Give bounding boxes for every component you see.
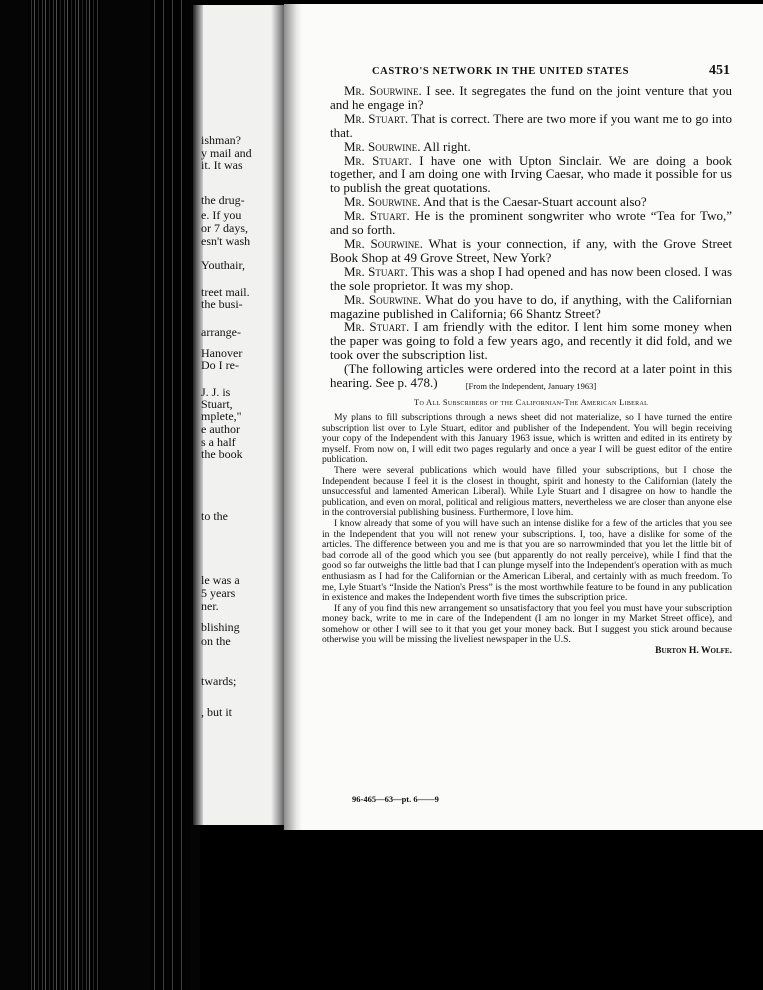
left-page-fragment: or 7 days, <box>201 221 248 235</box>
left-page-fragment: the busi- <box>201 297 243 311</box>
dialogue-paragraph <box>330 140 732 154</box>
speech-text: I am friendly with the editor. I lent him some money when the paper was going to fold a few years ago, and recently it did fold, and we took over the subscription list. <box>330 319 733 363</box>
left-page-fragment: esn't wash <box>201 234 251 248</box>
left-page-fragment: le was a <box>201 573 240 587</box>
left-page-fragment: Youthair, <box>201 258 245 272</box>
speaker-name: Mr. Stuart. <box>344 152 412 168</box>
source-line: [From the Independent, January 1963] <box>465 381 597 391</box>
article-paragraph: My plans to fill subscriptions through a news sheet did not materialize, so I have turned the entire subscription list over to Lyle Stuart, editor and publisher of the Independent. You will begin receiving your copy of the Independent with this January 1963 issue, which is written and edited in its entirety by myself. From now on, I will edit two pages regularly and once a year I will be guest editor of the entire publication. <box>322 412 732 466</box>
scan-noise <box>150 0 190 990</box>
left-page-fragment: arrange- <box>201 325 241 339</box>
left-page-fragment: treet mail. <box>201 285 250 299</box>
print-code: 96-465—63—pt. 6——9 <box>352 794 439 804</box>
left-page-fragment: it. It was <box>201 158 243 172</box>
left-page-fragment: the drug- <box>201 193 245 207</box>
speaker-name: Mr. Sourwine. <box>344 291 422 307</box>
left-page-fragment: 5 years <box>201 586 236 600</box>
speech-text: This was a shop I had opened and has now been closed. I was the sole proprietor. It was my shop. <box>330 263 732 293</box>
speech-text: He is the prominent songwriter who wrote “Tea for Two,” and so forth. <box>330 208 732 238</box>
dialogue-paragraph <box>330 112 732 140</box>
document-page <box>284 4 763 830</box>
signature: Burton H. Wolfe. <box>655 645 732 657</box>
testimony-body <box>330 84 732 390</box>
scan-noise <box>28 0 100 990</box>
dialogue-paragraph <box>330 237 732 265</box>
speech-text: I have one with Upton Sinclair. We are doing a book together, and I am doing one with Irving Caesar, who made it possible for us to publish the great quotations. <box>330 152 733 196</box>
left-page-fragment: s a half <box>201 435 236 449</box>
dialogue-paragraph <box>330 195 732 209</box>
left-page-fragment: mplete," <box>201 409 242 423</box>
left-page-fragment: y mail and <box>201 146 252 160</box>
article-paragraphs <box>322 413 732 646</box>
dialogue-list <box>330 84 732 362</box>
article-paragraph: If any of you find this new arrangement so unsatisfactory that you feel you must have your subscription money back, write to me in care of the Independent (I am no longer in my Market Street office), and somehow or other I will see to it that you get your money back. But I suggest you stick around because otherwise you will be missing the liveliest newspaper in the U.S. <box>322 602 732 646</box>
left-page-fragment: , but it <box>201 705 233 719</box>
dialogue-paragraph <box>330 209 732 237</box>
left-page-fragment: to the <box>201 509 228 523</box>
article-body <box>322 413 732 657</box>
left-page-fragment: the book <box>201 447 243 461</box>
dialogue-paragraph <box>330 154 732 196</box>
speech-text: And that is the Caesar-Stuart account also? <box>423 194 647 210</box>
dialogue-paragraph <box>330 293 732 321</box>
speech-text: All right. <box>423 138 471 154</box>
left-page-fragment: on the <box>201 634 231 648</box>
left-page-fragment: e. If you <box>201 208 242 222</box>
speaker-name: Mr. Sourwine. <box>344 235 424 251</box>
speaker-name: Mr. Stuart. <box>344 263 409 279</box>
left-page-fragment: Do I re- <box>201 358 239 372</box>
left-page-fragment: blishing <box>201 620 240 634</box>
left-page-fragment: e author <box>201 422 240 436</box>
speech-text: That is correct. There are two more if you want me to go into that. <box>330 110 732 140</box>
running-head: CASTRO'S NETWORK IN THE UNITED STATES <box>372 66 630 77</box>
speaker-name: Mr. Sourwine. <box>344 194 421 210</box>
dialogue-paragraph <box>330 320 732 362</box>
speaker-name: Mr. Stuart. <box>344 208 410 224</box>
gutter-shadow <box>271 5 285 825</box>
left-page-fragment: J. J. is <box>201 385 231 399</box>
article-heading: To All Subscribers of the Californian-The American Liberal <box>413 397 649 407</box>
previous-page-strip <box>193 5 285 825</box>
scan-dark-border <box>0 0 200 990</box>
left-page-fragment: ishman? <box>201 133 241 147</box>
speaker-name: Mr. Sourwine. <box>344 83 422 98</box>
article-paragraph: I know already that some of you will have such an intense dislike for a few of the articles that you see in the Independent that you will not renew your subscriptions. I, too, have a dislike for some of the articles. The difference between you and me is that you are so narrowminded that you let the little bit of bad corrode all of the good which you see (but apparently do not really perceive), while I find that the good so far outweighs the little bad that I can plunge myself into the Independent's operation with as much enthusiasm as I had for the Californian or the American Liberal, and certainly with as much freedom. To me, Lyle Stuart's “Inside the Nation's Press” is the most worthwhile feature to be found in any publication in existence and makes the Independent worth five times the subscription price. <box>322 517 732 604</box>
dialogue-paragraph <box>330 84 732 112</box>
speaker-name: Mr. Sourwine. <box>344 138 421 154</box>
left-page-fragment: Hanover <box>201 346 243 360</box>
page-number: 451 <box>709 63 730 78</box>
speech-text: I see. It segregates the fund on the joint venture that you and he engage in? <box>330 83 732 112</box>
speaker-name: Mr. Stuart. <box>344 110 409 126</box>
left-page-fragment: twards; <box>201 674 237 688</box>
left-page-fragment: Stuart, <box>201 397 233 411</box>
left-page-fragment: ner. <box>201 599 219 613</box>
article-paragraph: There were several publications which would have filled your subscriptions, but I chose the Independent because I feel it is the closest in thought, spirit and honesty to the Californian (lately the unsuccessful and lamented American Liberal). While Lyle Stuart and I disagree on how to handle the publication, and even on moral, political and religious matters, nevertheless we are closer than anyone else in the controversial publishing business. Furthermore, I love him. <box>322 464 732 519</box>
speech-text: What do you have to do, if anything, with the Californian magazine published in California; 66 Shantz Street? <box>330 291 732 321</box>
dialogue-paragraph <box>330 265 732 293</box>
insert-note: (The following articles were ordered into the record at a later point in this hearing. See p. 478.) <box>330 361 732 391</box>
speech-text: What is your connection, if any, with the Grove Street Book Shop at 49 Grove Street, New York? <box>330 235 732 265</box>
speaker-name: Mr. Stuart. <box>344 319 410 335</box>
